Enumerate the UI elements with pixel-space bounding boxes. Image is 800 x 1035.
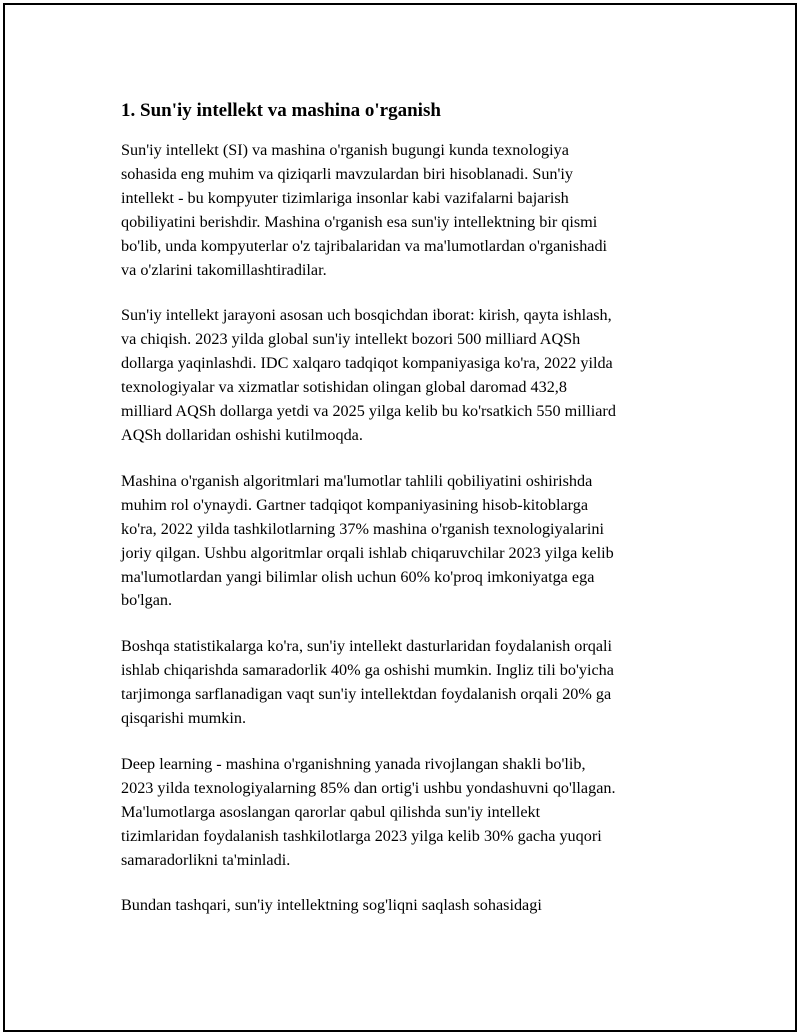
text-line: samaradorlikni ta'minladi.	[121, 850, 291, 869]
text-line: tarjimonga sarflanadigan vaqt sun'iy intellektdan foydalanish orqali 20% ga	[121, 685, 612, 704]
text-line: qobiliyatini berishdir. Mashina o'rganish esa sun'iy intellektning bir qismi	[121, 212, 598, 231]
text-line: muhim rol o'ynaydi. Gartner tadqiqot kompaniyasining hisob-kitoblarga	[121, 495, 589, 514]
text-line: va chiqish. 2023 yilda global sun'iy intellekt bozori 500 milliard AQSh	[121, 330, 581, 349]
paragraph	[121, 470, 701, 613]
text-line: Sun'iy intellekt jarayoni asosan uch bosqichdan iborat: kirish, qayta ishlash,	[121, 306, 612, 325]
text-line: ishlab chiqarishda samaradorlik 40% ga oshishi mumkin. Ingliz tili bo'yicha	[121, 661, 614, 680]
text-line: 2023 yilda texnologiyalarning 85% dan ortig'i ushbu yondashuvni qo'llagan.	[121, 778, 616, 797]
text-line: sohasida eng muhim va qiziqarli mavzulardan biri hisoblanadi. Sun'iy	[121, 164, 574, 183]
text-line: bo'lgan.	[121, 591, 173, 610]
paragraph	[121, 894, 701, 918]
text-line: Boshqa statistikalarga ko'ra, sun'iy intellekt dasturlaridan foydalanish orqali	[121, 637, 613, 656]
section-title: 1. Sun'iy intellekt va mashina o'rganish	[121, 100, 441, 121]
document-page	[3, 3, 797, 1032]
document-content	[121, 97, 701, 940]
paragraph	[121, 304, 701, 447]
text-line: milliard AQSh dollarga yetdi va 2025 yilga kelib bu ko'rsatkich 550 milliard	[121, 402, 616, 421]
text-line: Mashina o'rganish algoritmlari ma'lumotlar tahlili qobiliyatini oshirishda	[121, 471, 593, 490]
text-line: intellekt - bu kompyuter tizimlariga insonlar kabi vazifalarni bajarish	[121, 188, 569, 207]
text-line: bo'lib, unda kompyuterlar o'z tajribalaridan va ma'lumotlardan o'rganishadi	[121, 236, 608, 255]
text-line: dollarga yaqinlashdi. IDC xalqaro tadqiqot kompaniyasiga ko'ra, 2022 yilda	[121, 354, 613, 373]
text-line: AQSh dollaridan oshishi kutilmoqda.	[121, 425, 363, 444]
paragraph	[121, 635, 701, 731]
text-line: ko'ra, 2022 yilda tashkilotlarning 37% mashina o'rganish texnologiyalarini	[121, 519, 604, 538]
text-line: qisqarishi mumkin.	[121, 709, 247, 728]
text-line: va o'zlarini takomillashtiradilar.	[121, 260, 327, 279]
paragraph	[121, 753, 701, 873]
text-line: joriy qilgan. Ushbu algoritmlar orqali ishlab chiqaruvchilar 2023 yilga kelib	[121, 543, 614, 562]
text-line: Sun'iy intellekt (SI) va mashina o'rganish bugungi kunda texnologiya	[121, 141, 569, 159]
text-line: tizimlaridan foydalanish tashkilotlarga 2023 yilga kelib 30% gacha yuqori	[121, 826, 602, 845]
text-line: Bundan tashqari, sun'iy intellektning sog'liqni saqlash sohasidagi	[121, 896, 542, 915]
paragraph	[121, 139, 701, 282]
text-line: texnologiyalar va xizmatlar sotishidan olingan global daromad 432,8	[121, 378, 567, 397]
text-line: Ma'lumotlarga asoslangan qarorlar qabul qilishda sun'iy intellekt	[121, 802, 541, 821]
text-line: ma'lumotlardan yangi bilimlar olish uchun 60% ko'proq imkoniyatga ega	[121, 567, 595, 586]
text-line: Deep learning - mashina o'rganishning yanada rivojlangan shakli bo'lib,	[121, 754, 586, 773]
